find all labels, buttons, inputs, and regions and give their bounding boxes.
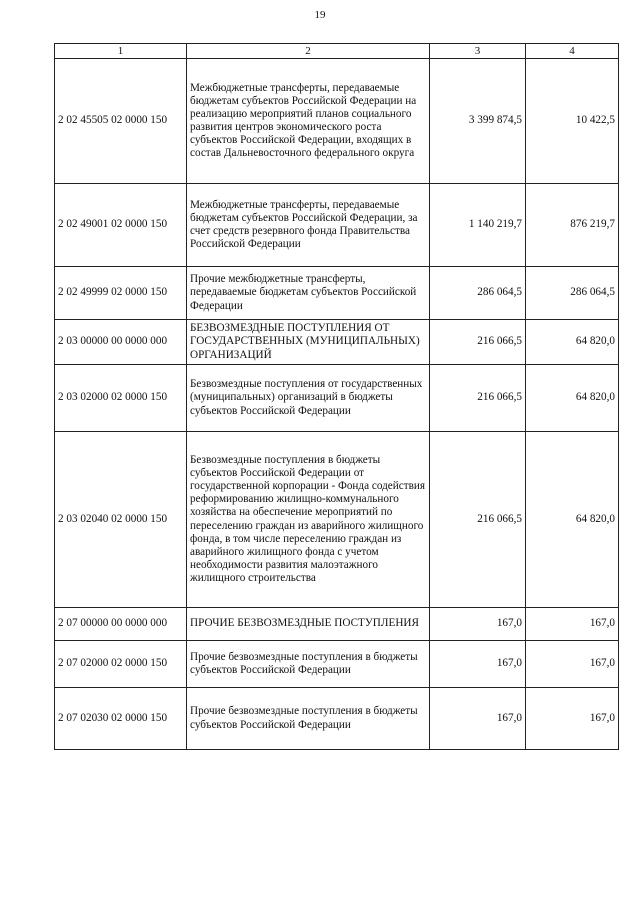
amount-col3-cell: 286 064,5 xyxy=(430,267,526,320)
header-row xyxy=(55,44,619,59)
amount-col4-cell: 167,0 xyxy=(526,608,619,641)
amount-col3-cell: 1 140 219,7 xyxy=(430,184,526,267)
table-row xyxy=(55,365,619,432)
budget-code-cell: 2 02 45505 02 0000 150 xyxy=(55,59,187,184)
amount-col3-cell: 216 066,5 xyxy=(430,320,526,365)
table-row xyxy=(55,59,619,184)
description-cell: Межбюджетные трансферты, передаваемые бюджетам субъектов Российской Федерации, за счет средств резервного фонда Правительства Российской Федерации xyxy=(187,184,430,267)
description-cell: Безвозмездные поступления в бюджеты субъектов Российской Федерации от государственной корпорации - Фонда содействия реформированию жилищно-коммунального хозяйства на обеспечение мероприятий по переселению граждан из аварийного жилищного фонда, в том числе переселению граждан из аварийного жилищного фонда с учетом необходимости развития малоэтажного жилищного строительства xyxy=(187,432,430,608)
table-row xyxy=(55,184,619,267)
amount-col3-cell: 167,0 xyxy=(430,608,526,641)
amount-col4-cell: 286 064,5 xyxy=(526,267,619,320)
table-row xyxy=(55,641,619,688)
table-row xyxy=(55,688,619,750)
amount-col3-cell: 216 066,5 xyxy=(430,365,526,432)
table-row xyxy=(55,608,619,641)
table-row xyxy=(55,267,619,320)
amount-col4-cell: 64 820,0 xyxy=(526,320,619,365)
description-cell: Безвозмездные поступления от государственных (муниципальных) организаций в бюджеты субъектов Российской Федерации xyxy=(187,365,430,432)
page-number: 19 xyxy=(314,9,326,21)
column-header-1: 1 xyxy=(55,44,187,59)
amount-col3-cell: 167,0 xyxy=(430,688,526,750)
amount-col4-cell: 167,0 xyxy=(526,688,619,750)
budget-code-cell: 2 02 49999 02 0000 150 xyxy=(55,267,187,320)
column-header-4: 4 xyxy=(526,44,619,59)
amount-col3-cell: 216 066,5 xyxy=(430,432,526,608)
budget-code-cell: 2 03 02040 02 0000 150 xyxy=(55,432,187,608)
budget-code-cell: 2 03 02000 02 0000 150 xyxy=(55,365,187,432)
description-cell: Прочие межбюджетные трансферты, передаваемые бюджетам субъектов Российской Федерации xyxy=(187,267,430,320)
budget-code-cell: 2 07 00000 00 0000 000 xyxy=(55,608,187,641)
budget-code-cell: 2 03 00000 00 0000 000 xyxy=(55,320,187,365)
description-cell: Межбюджетные трансферты, передаваемые бюджетам субъектов Российской Федерации на реализацию мероприятий планов социального развития центров экономического роста субъектов Российской Федерации, входящих в состав Дальневосточного федерального округа xyxy=(187,59,430,184)
description-cell: БЕЗВОЗМЕЗДНЫЕ ПОСТУПЛЕНИЯ ОТ ГОСУДАРСТВЕННЫХ (МУНИЦИПАЛЬНЫХ) ОРГАНИЗАЦИЙ xyxy=(187,320,430,365)
amount-col3-cell: 167,0 xyxy=(430,641,526,688)
amount-col4-cell: 10 422,5 xyxy=(526,59,619,184)
amount-col4-cell: 64 820,0 xyxy=(526,432,619,608)
description-cell: ПРОЧИЕ БЕЗВОЗМЕЗДНЫЕ ПОСТУПЛЕНИЯ xyxy=(187,608,430,641)
table-row xyxy=(55,432,619,608)
amount-col4-cell: 64 820,0 xyxy=(526,365,619,432)
amount-col3-cell: 3 399 874,5 xyxy=(430,59,526,184)
amount-col4-cell: 876 219,7 xyxy=(526,184,619,267)
budget-code-cell: 2 07 02000 02 0000 150 xyxy=(55,641,187,688)
column-header-2: 2 xyxy=(187,44,430,59)
table-row xyxy=(55,320,619,365)
description-cell: Прочие безвозмездные поступления в бюджеты субъектов Российской Федерации xyxy=(187,688,430,750)
description-cell: Прочие безвозмездные поступления в бюджеты субъектов Российской Федерации xyxy=(187,641,430,688)
amount-col4-cell: 167,0 xyxy=(526,641,619,688)
budget-code-cell: 2 07 02030 02 0000 150 xyxy=(55,688,187,750)
budget-code-cell: 2 02 49001 02 0000 150 xyxy=(55,184,187,267)
column-header-3: 3 xyxy=(430,44,526,59)
budget-table xyxy=(54,43,619,750)
